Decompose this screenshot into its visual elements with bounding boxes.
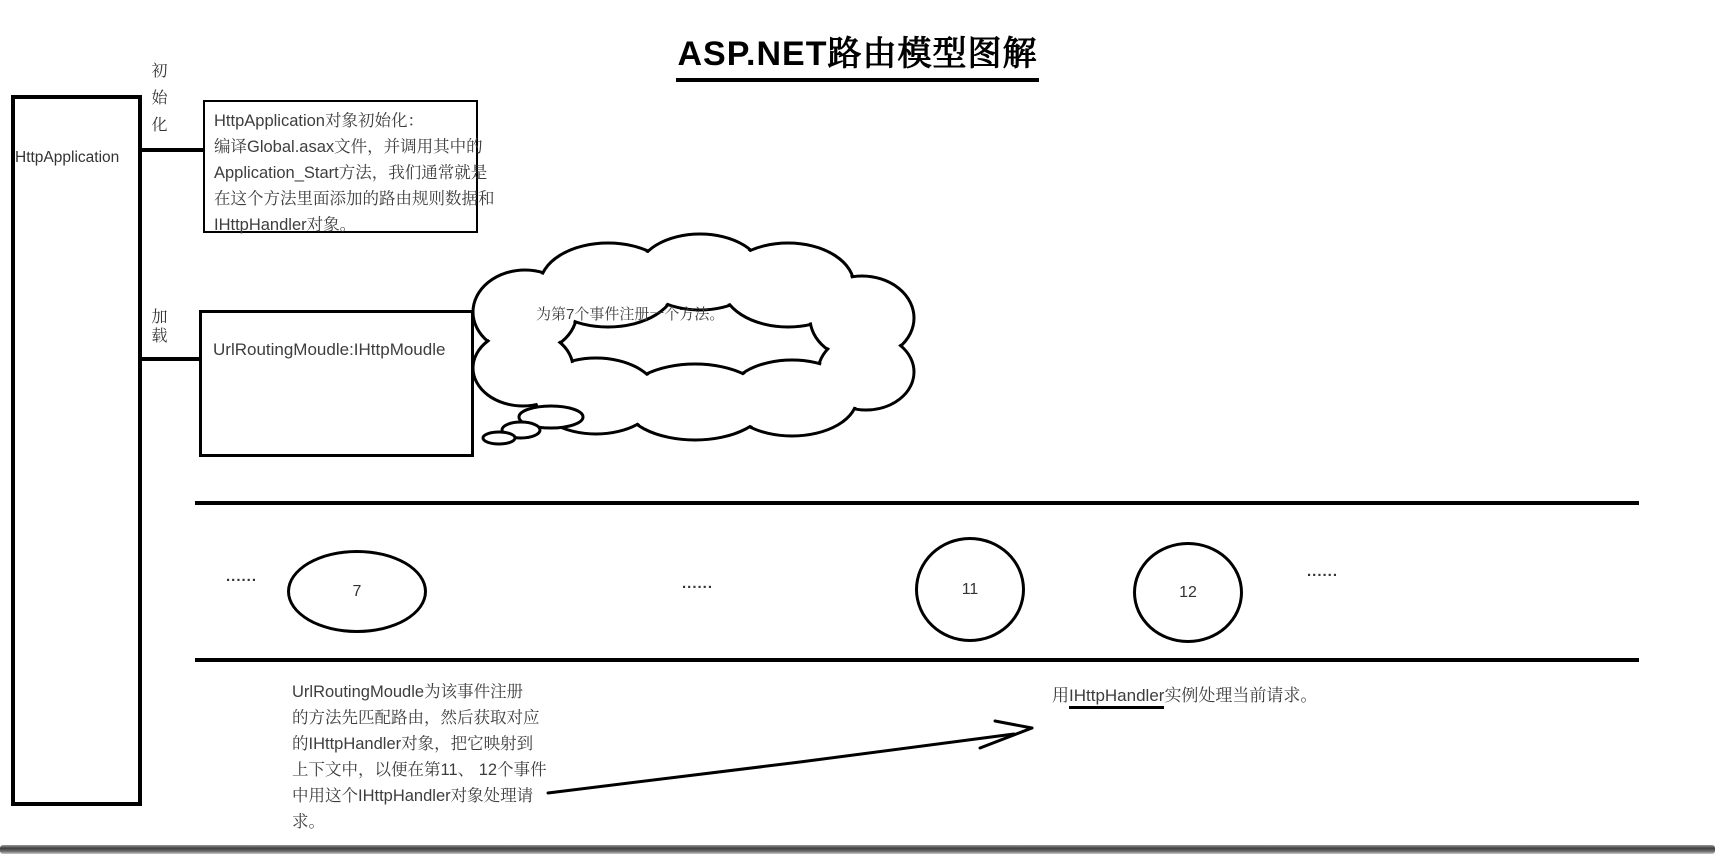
bottom-scrollbar[interactable] bbox=[0, 845, 1715, 854]
thought-trail-bubbles bbox=[483, 406, 583, 444]
event-circle-12 bbox=[1133, 542, 1243, 643]
note-line: 上下文中，以便在第11、 12个事件 bbox=[292, 761, 547, 779]
http-application-label: HttpApplication bbox=[15, 149, 120, 166]
ihttphandler-note-suffix: 实例处理当前请求。 bbox=[1164, 686, 1318, 705]
note-line: UrlRoutingMoudle为该事件注册 bbox=[292, 683, 524, 701]
init-connector-label: 初始化 bbox=[149, 62, 166, 143]
init-line: 在这个方法里面添加的路由规则数据和 bbox=[214, 190, 495, 208]
note-line: 中用这个IHttpHandler对象处理请 bbox=[292, 787, 534, 805]
init-line: IHttpHandler对象。 bbox=[214, 216, 357, 234]
timeline-ellipsis-right: ...... bbox=[1307, 563, 1339, 580]
ihttphandler-note-prefix: 用 bbox=[1052, 686, 1069, 705]
ihttphandler-note bbox=[1052, 681, 1317, 706]
http-application-box bbox=[11, 95, 142, 806]
init-line: Application_Start方法，我们通常就是 bbox=[214, 164, 488, 182]
note-line: 的方法先匹配路由，然后获取对应 bbox=[292, 709, 540, 727]
page-title bbox=[0, 26, 1715, 82]
note-arrow bbox=[548, 721, 1032, 793]
event-number-7: 7 bbox=[352, 582, 362, 600]
note-line: 求。 bbox=[292, 813, 325, 831]
thought-cloud-text: 为第7个事件注册一个方法。 bbox=[536, 306, 725, 323]
load-connector-label: 加载 bbox=[149, 308, 166, 346]
event-circle-11 bbox=[915, 537, 1025, 642]
event-number-12: 12 bbox=[1179, 583, 1197, 601]
note-line: 的IHttpHandler对象，把它映射到 bbox=[292, 735, 534, 753]
init-line: 编译Global.asax文件，并调用其中的 bbox=[214, 138, 483, 156]
ihttphandler-note-underlined: IHttpHandler bbox=[1069, 686, 1164, 709]
url-routing-note bbox=[292, 679, 562, 835]
page-title-text: ASP.NET路由模型图解 bbox=[676, 26, 1040, 82]
init-description-box bbox=[203, 100, 495, 234]
timeline-ellipsis-left: ...... bbox=[226, 568, 258, 585]
event-circle-7 bbox=[287, 550, 427, 633]
init-line: HttpApplication对象初始化： bbox=[214, 112, 424, 130]
url-routing-module-box bbox=[199, 310, 474, 457]
url-routing-module-label: UrlRoutingMoudle:IHttpMoudle bbox=[213, 340, 446, 359]
event-number-11: 11 bbox=[961, 580, 979, 598]
timeline-ellipsis-middle: ...... bbox=[682, 575, 714, 592]
